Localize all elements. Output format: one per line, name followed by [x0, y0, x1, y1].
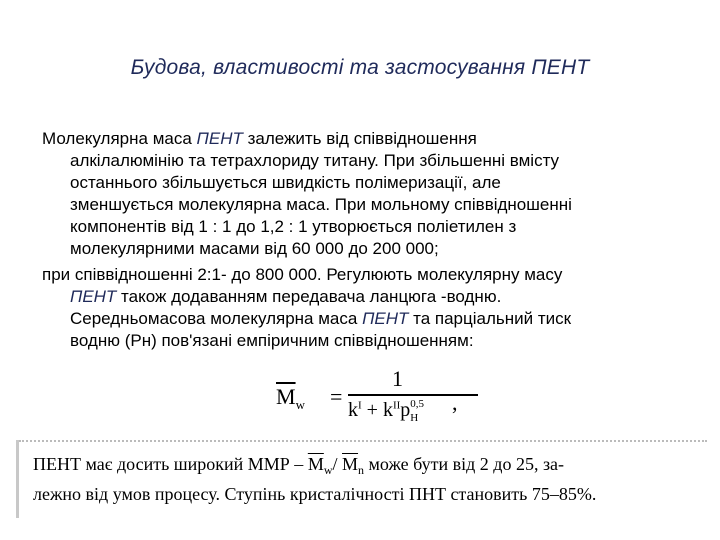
den-k2: k	[382, 399, 393, 421]
p2-line-3-text-b: та парціальний тиск	[408, 309, 572, 328]
p1-line-1-text-a: Молекулярна маса	[42, 129, 197, 148]
den-p-sub: H	[410, 412, 419, 424]
fraction-bar	[348, 394, 478, 396]
den-sup1: I	[358, 399, 362, 412]
p1-line-1-text-b: залежить від співвідношення	[242, 129, 477, 148]
den-k1: k	[348, 399, 358, 421]
scan-mn-sub: n	[358, 463, 365, 477]
den-p: p	[400, 399, 411, 421]
p2-line-4: водню (Рн) пов'язані емпіричним співвідношенням:	[70, 331, 474, 350]
den-sup2: II	[392, 399, 401, 412]
p1-line-5: компонентів від 1 : 1 до 1,2 : 1 утворюється поліетилен з	[70, 217, 517, 236]
p1-line-4: зменшується молекулярна маса. При мольному співвідношенні	[70, 195, 572, 214]
p2-line-2	[42, 286, 682, 308]
scan-mw-sub: w	[323, 463, 333, 477]
formula-m: $\overline{M}$	[276, 384, 296, 409]
slide-title: Будова, властивості та застосування ПЕНТ	[130, 56, 590, 79]
pent-term: ПЕНТ	[196, 129, 243, 148]
formula-m-sub: w	[295, 397, 305, 412]
paragraph-1	[42, 128, 682, 260]
p2-line-3	[42, 308, 682, 330]
formula-comma: ,	[452, 390, 458, 415]
p1-line-3: останнього збільшується швидкість полімеризації, але	[70, 173, 501, 192]
formula-lhs	[276, 384, 305, 413]
scan-mw: $\overline{M}$	[307, 454, 324, 474]
p2-line-2-text: також додаванням передавача ланцюга -водню.	[116, 287, 502, 306]
formula-equals: =	[330, 384, 343, 409]
p1-line-2: алкілалюмінію та тетрахлориду титану. При збільшенні вмісту	[70, 151, 560, 170]
scan-mn: $\overline{M}$	[342, 454, 359, 474]
scan-slash: /	[332, 454, 338, 474]
formula-denominator	[348, 398, 424, 424]
p1-line-1	[42, 128, 682, 150]
pent-term: ПЕНТ	[70, 287, 117, 306]
den-p-exp: 0,5	[410, 398, 424, 410]
p2-line-3-text-a: Середньомасова молекулярна маса	[70, 309, 363, 328]
scan-l1-text-b: може бути від 2 до 25, за-	[368, 454, 565, 474]
p2-line-1: при співвідношенні 2:1- до 800 000. Регулюють молекулярну масу	[42, 265, 563, 284]
paragraph-2	[42, 264, 682, 352]
scan-line-2: лежно від умов процесу. Ступінь кристалічності ПНТ становить 75–85%.	[33, 484, 597, 504]
scanned-text-block	[16, 440, 707, 518]
scan-line-1	[33, 454, 564, 478]
p1-line-6: молекулярними масами від 60 000 до 200 000;	[70, 239, 439, 258]
empirical-formula	[268, 366, 488, 432]
scan-l1-text-a: ПЕНТ має досить широкий ММР –	[33, 454, 304, 474]
scan-edge-dots	[19, 440, 707, 446]
formula-numerator: 1	[392, 366, 403, 391]
pent-term: ПЕНТ	[362, 309, 409, 328]
den-plus: +	[366, 399, 378, 421]
